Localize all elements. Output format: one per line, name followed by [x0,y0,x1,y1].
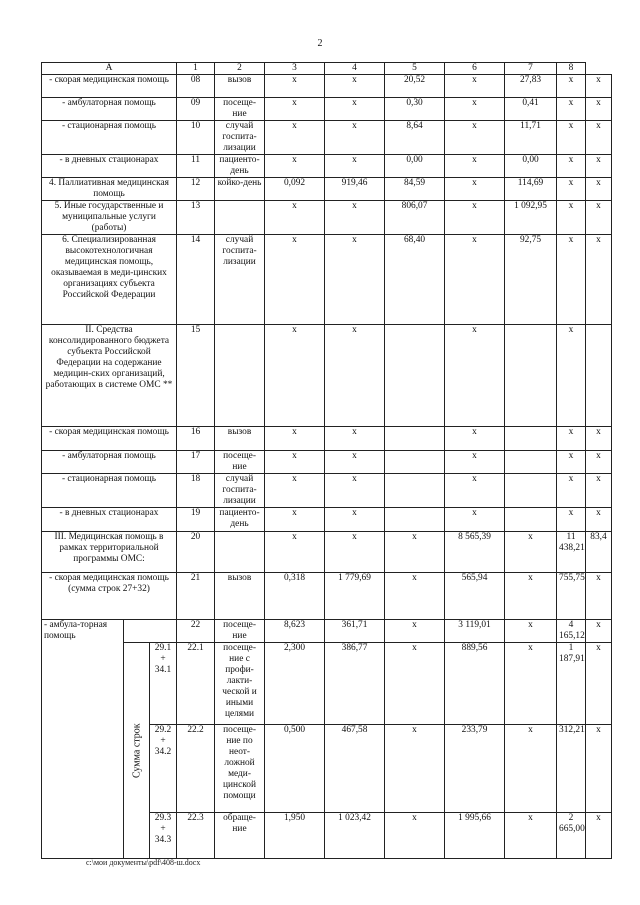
table-row [42,508,612,532]
header-cell: 3 [265,63,325,75]
table-cell: х [445,155,505,178]
table-cell: 20 [177,532,215,573]
table-cell: 233,79 [445,725,505,813]
table-cell: х [586,573,612,620]
table-cell: 361,71 [325,620,385,643]
table-cell: 29.3 + 34.3 [150,813,177,859]
table-cell: случай госпита-лизации [215,474,265,508]
table-cell [215,201,265,235]
table-cell: 29.2 + 34.2 [150,725,177,813]
table-cell: х [445,75,505,98]
table-cell: х [325,451,385,474]
table-cell: 22.1 [177,643,215,725]
table-cell: 22.3 [177,813,215,859]
table-cell: х [385,643,445,725]
table-cell: - амбулаторная помощь [42,98,177,121]
table-cell: 1 995,66 [445,813,505,859]
table-cell: х [445,508,505,532]
table-cell: посеще-ние [215,98,265,121]
table-row [42,201,612,235]
table-cell: посеще-ние с профи-лакти-ческой и иными целями [215,643,265,725]
table-cell: х [505,813,557,859]
table-cell: х [586,235,612,325]
table-cell [505,508,557,532]
table-cell: х [557,474,586,508]
table-cell: х [325,325,385,427]
table-cell [505,325,557,427]
table-cell: х [557,121,586,155]
table-cell: 1 779,69 [325,573,385,620]
table-cell: 11 438,21 [557,532,586,573]
table-cell: х [505,643,557,725]
table-cell: 2,300 [265,643,325,725]
table-row [42,643,612,725]
table-cell: обраще-ние [215,813,265,859]
table-cell: х [325,155,385,178]
table-cell: х [586,121,612,155]
table-cell: х [325,508,385,532]
table-cell: х [325,121,385,155]
table-cell: х [505,573,557,620]
header-cell: 8 [557,63,586,75]
table-cell: - в дневных стационарах [42,508,177,532]
table-cell: х [557,325,586,427]
table-cell: х [325,201,385,235]
table-cell: 92,75 [505,235,557,325]
table-cell: койко-день [215,178,265,201]
table-cell: х [385,620,445,643]
table-cell: х [586,813,612,859]
table-cell: х [557,201,586,235]
table-row [42,620,612,643]
table-cell: х [325,235,385,325]
table-row [42,427,612,451]
table-cell: 8,64 [385,121,445,155]
table-cell: х [586,725,612,813]
header-cell: 5 [385,63,445,75]
table-cell: х [557,508,586,532]
table-cell: х [557,98,586,121]
table-cell: х [265,325,325,427]
table-cell: х [586,620,612,643]
sum-rows-label: Сумма строк [124,643,150,859]
table-cell: х [265,121,325,155]
table-cell: 4. Паллиативная медицинская помощь [42,178,177,201]
table-cell: 0,092 [265,178,325,201]
table-row [42,235,612,325]
table-cell: х [265,474,325,508]
table-cell: 11 [177,155,215,178]
table-cell: 1,950 [265,813,325,859]
table-cell: х [265,98,325,121]
table-cell: 5. Иные государственные и муниципальные услуги (работы) [42,201,177,235]
table-cell: х [385,813,445,859]
table-cell: х [505,532,557,573]
table-cell: х [325,75,385,98]
table-cell: х [586,451,612,474]
table-cell: х [586,75,612,98]
table-cell: 27,83 [505,75,557,98]
table-cell: х [557,178,586,201]
table-cell: х [265,155,325,178]
table-cell: пациенто-день [215,155,265,178]
table-cell: 22 [177,620,215,643]
table-cell: 0,500 [265,725,325,813]
table-row [42,121,612,155]
table-cell: х [445,325,505,427]
table-cell: х [586,155,612,178]
table-cell [215,325,265,427]
table-cell: х [265,235,325,325]
table-cell: посеще-ние [215,620,265,643]
table-cell: 1 187,91 [557,643,586,725]
table-cell: III. Медицинская помощь в рамках территориальной программы ОМС: [42,532,177,573]
table-cell: посеще-ние [215,451,265,474]
header-cell: 1 [177,63,215,75]
table-cell [505,474,557,508]
table-cell: - скорая медицинская помощь (сумма строк 27+32) [42,573,177,620]
table-cell [505,427,557,451]
page-number: 2 [317,38,323,49]
table-cell: - амбулаторная помощь [42,451,177,474]
table-cell: х [325,532,385,573]
table-cell: х [265,75,325,98]
table-cell: 20,52 [385,75,445,98]
table-cell: х [325,427,385,451]
table-cell [385,427,445,451]
table-row [42,155,612,178]
table-cell [385,508,445,532]
table-cell: 84,59 [385,178,445,201]
table-cell: х [586,643,612,725]
table-cell: - стационарная помощь [42,474,177,508]
table-cell: х [557,235,586,325]
table-cell: 0,318 [265,573,325,620]
table-cell: х [265,508,325,532]
table-cell: 3 119,01 [445,620,505,643]
table-cell [505,451,557,474]
table-cell: х [586,427,612,451]
table-cell: х [586,508,612,532]
table-cell: х [445,427,505,451]
header-row [42,63,612,75]
table-cell: х [325,98,385,121]
table-cell: 114,69 [505,178,557,201]
table-cell: х [445,451,505,474]
table-cell: х [445,201,505,235]
table-cell: х [265,427,325,451]
table-cell: х [557,75,586,98]
table-cell: 13 [177,201,215,235]
table-cell: х [586,98,612,121]
table-cell: вызов [215,427,265,451]
table-row [42,573,612,620]
table-cell: 0,00 [505,155,557,178]
table-cell: - скорая медицинская помощь [42,427,177,451]
table-cell: 2 665,00 [557,813,586,859]
table-cell [385,325,445,427]
table-cell: 1 092,95 [505,201,557,235]
table-cell: случай госпита-лизации [215,121,265,155]
table-cell [385,451,445,474]
table-cell: х [385,573,445,620]
table-cell: 16 [177,427,215,451]
table-cell: х [265,532,325,573]
table-cell: - стационарная помощь [42,121,177,155]
table-cell: х [325,474,385,508]
table-cell: вызов [215,75,265,98]
table-cell: 919,46 [325,178,385,201]
table-cell: 8 565,39 [445,532,505,573]
table-cell: 8,623 [265,620,325,643]
table-cell: посеще-ние по неот-ложной меди-цинской помощи [215,725,265,813]
table-cell: 0,00 [385,155,445,178]
table-row [42,325,612,427]
table-cell: х [586,474,612,508]
footer-path: c:\мои документы\pdf\408-ш.docx [86,858,201,867]
table-cell: пациенто-день [215,508,265,532]
table-cell: 14 [177,235,215,325]
table-cell: 19 [177,508,215,532]
data-table [41,62,612,859]
table-cell: 312,21 [557,725,586,813]
table-cell: 11,71 [505,121,557,155]
table-cell: 83,4 [586,532,612,573]
table-row [42,75,612,98]
table-cell: 0,41 [505,98,557,121]
table-cell: 565,94 [445,573,505,620]
table-cell: х [445,178,505,201]
table-cell: 17 [177,451,215,474]
table-cell: 18 [177,474,215,508]
table-cell: 467,58 [325,725,385,813]
table-cell: х [586,201,612,235]
table-cell: II. Средства консолидированного бюджета субъекта Российской Федерации на содержание медицин-ских организаций, работающих в системе ОМС ** [42,325,177,427]
table-cell: 889,56 [445,643,505,725]
table-cell [586,325,612,427]
table-row [42,98,612,121]
table-cell: 0,30 [385,98,445,121]
table-row [42,451,612,474]
table-cell: 1 023,42 [325,813,385,859]
table-cell: 755,75 [557,573,586,620]
table-cell [385,474,445,508]
table-cell: 4 165,12 [557,620,586,643]
table-cell: х [445,121,505,155]
table-cell: - амбула-торная помощь [42,620,124,859]
header-cell: 6 [445,63,505,75]
header-cell: 2 [215,63,265,75]
table-cell: 15 [177,325,215,427]
table-cell: х [505,725,557,813]
header-cell: 7 [505,63,557,75]
table-cell: 22.2 [177,725,215,813]
table-cell: 08 [177,75,215,98]
table-cell: 09 [177,98,215,121]
table-cell: 806,07 [385,201,445,235]
table-cell: х [445,474,505,508]
table-cell [215,532,265,573]
table-cell: х [557,427,586,451]
table-cell: 10 [177,121,215,155]
table-cell: 21 [177,573,215,620]
table-cell: - в дневных стационарах [42,155,177,178]
table-cell: 386,77 [325,643,385,725]
table-row [42,178,612,201]
table-cell: х [265,451,325,474]
table-cell: х [385,532,445,573]
table-cell: х [505,620,557,643]
table-cell: х [557,155,586,178]
table-cell: 29.1 + 34.1 [150,643,177,725]
table-row [42,532,612,573]
table-cell: х [385,725,445,813]
header-cell: А [42,63,177,75]
table-cell: х [265,201,325,235]
table-cell: случай госпита-лизации [215,235,265,325]
table-cell: 6. Специализированная высокотехнологичная медицинская помощь, оказываемая в меди-цинских организациях субъекта Российской Федерации [42,235,177,325]
table-cell: х [557,451,586,474]
table-cell [124,620,177,643]
table-cell: - скорая медицинская помощь [42,75,177,98]
table-cell: х [445,235,505,325]
table-cell: 68,40 [385,235,445,325]
table-cell: х [445,98,505,121]
table-cell: х [586,178,612,201]
table-row [42,474,612,508]
table-cell: вызов [215,573,265,620]
header-cell: 4 [325,63,385,75]
table-cell: 12 [177,178,215,201]
